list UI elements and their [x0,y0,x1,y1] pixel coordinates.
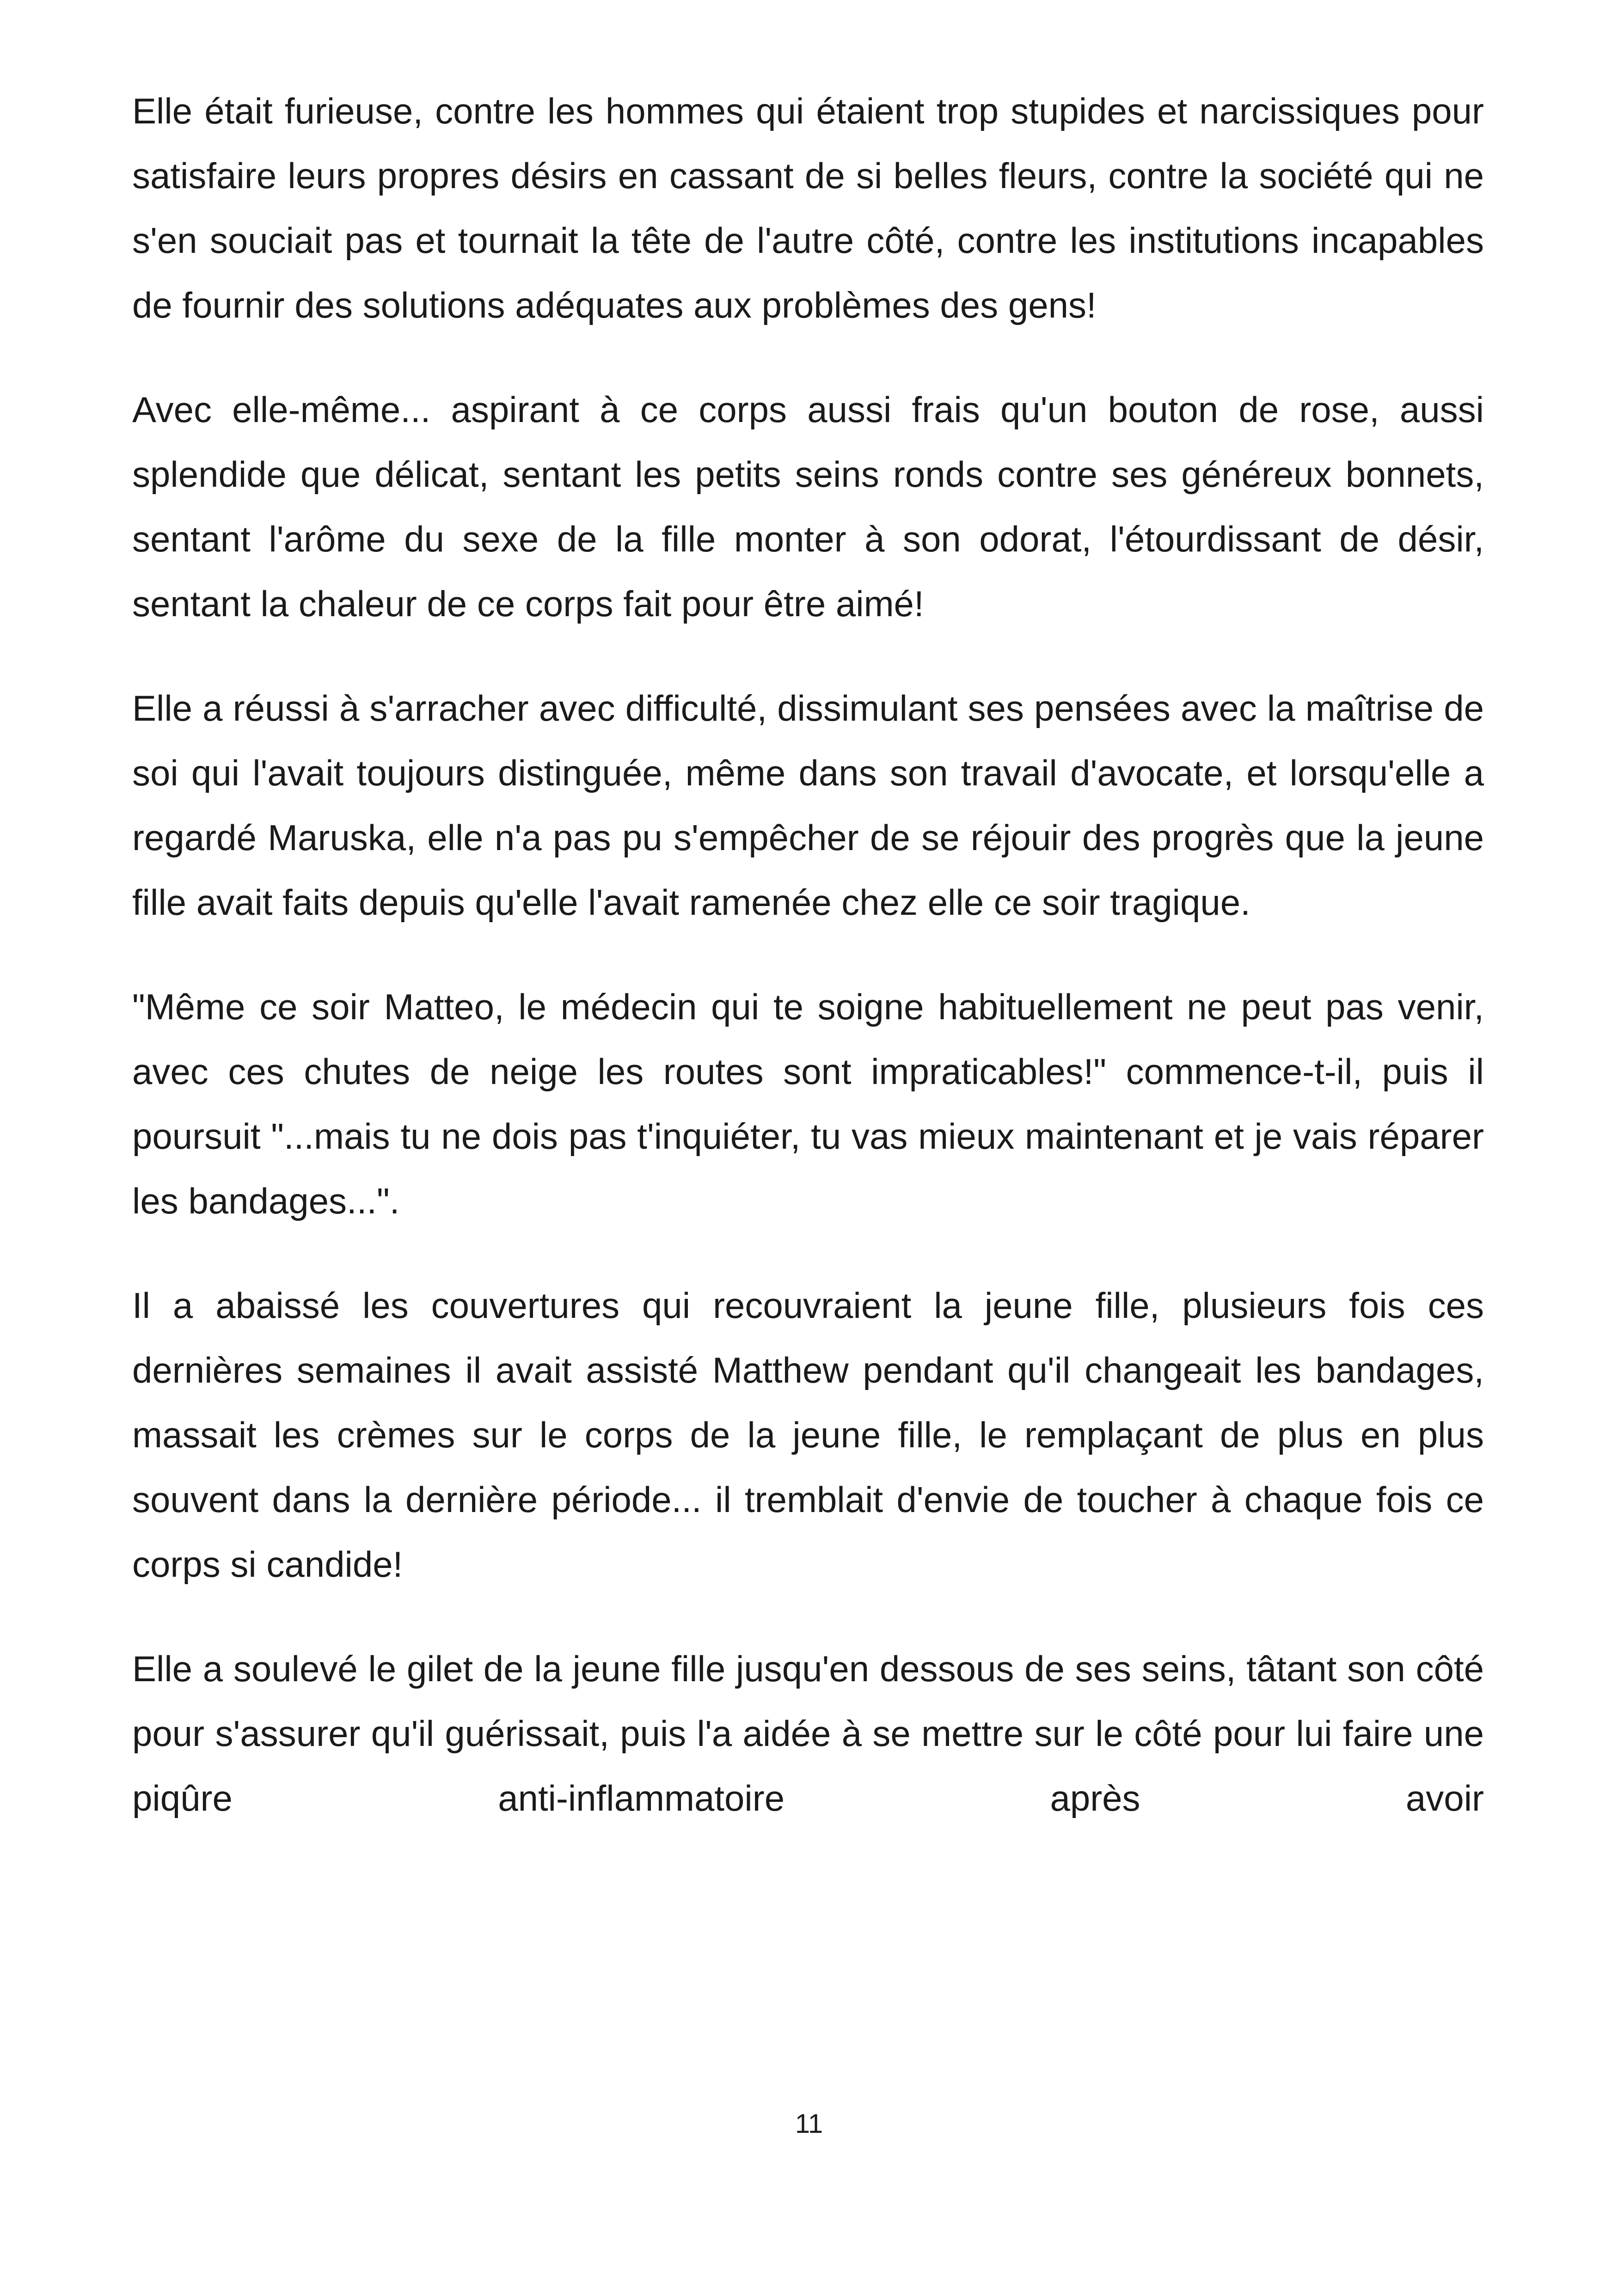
paragraph-4: "Même ce soir Matteo, le médecin qui te soigne habituellement ne peut pas venir, avec ces chutes de neige les routes sont impraticables!" commence-t-il, puis il poursuit "...mais tu ne dois pas t'inquiéter, tu vas mieux maintenant et je vais réparer les bandages...". [132,986,1484,1221]
paragraph-5: Il a abaissé les couvertures qui recouvraient la jeune fille, plusieurs fois ces dernières semaines il avait assisté Matthew pendant qu'il changeait les bandages, massait les crèmes sur le corps de la jeune fille, le remplaçant de plus en plus souvent dans la dernière période... il tremblait d'envie de toucher à chaque fois ce corps si candide! [132,1285,1484,1585]
paragraph-6: Elle a soulevé le gilet de la jeune fille jusqu'en dessous de ses seins, tâtant son côté pour s'assurer qu'il guérissait, puis l'a aidée à se mettre sur le côté pour lui faire une piqûre anti-inflammatoire après avoir [132,1648,1484,1818]
paragraph-1: Elle était furieuse, contre les hommes qui étaient trop stupides et narcissiques pour satisfaire leurs propres désirs en cassant de si belles fleurs, contre la société qui ne s'en souciait pas et tournait la tête de l'autre côté, contre les institutions incapables de fournir des solutions adéquates aux problèmes des gens! [132,91,1484,325]
paragraph-3: Elle a réussi à s'arracher avec difficulté, dissimulant ses pensées avec la maîtrise de soi qui l'avait toujours distinguée, même dans son travail d'avocate, et lorsqu'elle a regardé Maruska, elle n'a pas pu s'empêcher de se réjouir des progrès que la jeune fille avait faits depuis qu'elle l'avait ramenée chez elle ce soir tragique. [132,688,1484,923]
body-text [132,79,1484,1831]
paragraph-2: Avec elle-même... aspirant à ce corps aussi frais qu'un bouton de rose, aussi splendide que délicat, sentant les petits seins ronds contre ses généreux bonnets, sentant l'arôme du sexe de la fille monter à son odorat, l'étourdissant de désir, sentant la chaleur de ce corps fait pour être aimé! [132,389,1484,624]
page-number: 11 [795,2109,823,2139]
